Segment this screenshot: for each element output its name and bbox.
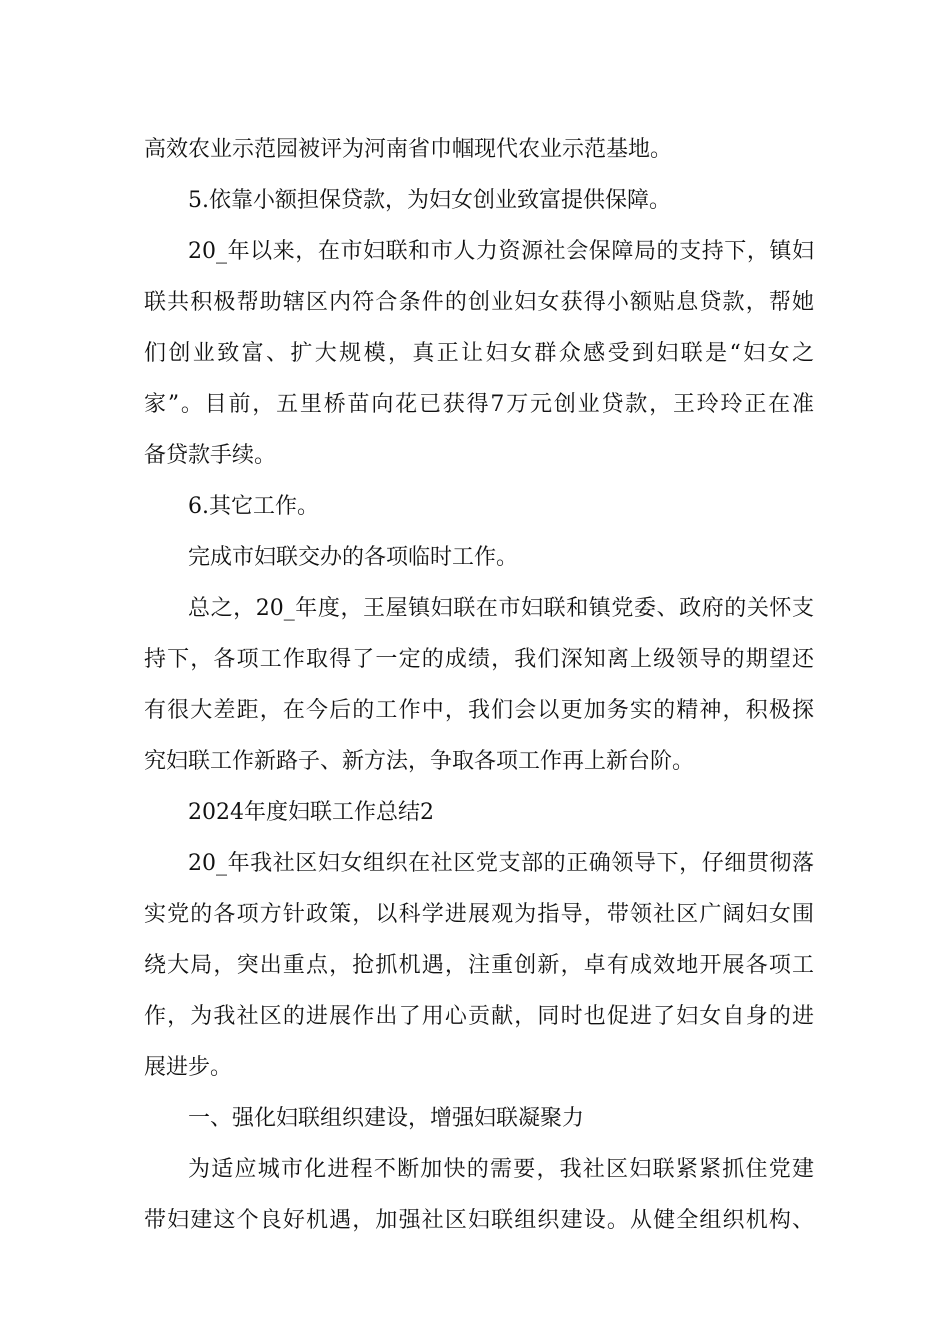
text-line: 绕大局，突出重点，抢抓机遇，注重创新，卓有成效地开展各项工 — [144, 953, 814, 978]
section-heading: 5.依靠小额担保贷款，为妇女创业致富提供保障。 — [188, 188, 671, 213]
text-line: 20_年我社区妇女组织在社区党支部的正确领导下，仔细贯彻落 — [188, 851, 814, 876]
section-heading: 一、强化妇联组织建设，增强妇联凝聚力 — [188, 1106, 585, 1131]
section-heading: 6.其它工作。 — [188, 494, 319, 519]
text-line: 究妇联工作新路子、新方法，争取各项工作再上新台阶。 — [144, 749, 695, 774]
text-line: 们创业致富、扩大规模，真正让妇女群众感受到妇联是“妇女之 — [144, 341, 814, 366]
text-line: 展进步。 — [144, 1055, 233, 1080]
text-line: 作，为我社区的进展作出了用心贡献，同时也促进了妇女自身的进 — [144, 1004, 814, 1029]
text-line: 完成市妇联交办的各项临时工作。 — [188, 545, 519, 570]
text-line: 总之，20_年度，王屋镇妇联在市妇联和镇党委、政府的关怀支 — [188, 596, 814, 621]
text-line: 实党的各项方针政策，以科学进展观为指导，带领社区广阔妇女围 — [144, 902, 814, 927]
text-line: 为适应城市化进程不断加快的需要，我社区妇联紧紧抓住党建 — [188, 1157, 814, 1182]
text-line: 备贷款手续。 — [144, 443, 277, 468]
text-line: 20_年以来，在市妇联和市人力资源社会保障局的支持下，镇妇 — [188, 239, 814, 264]
text-line: 带妇建这个良好机遇，加强社区妇联组织建设。从健全组织机构、 — [144, 1208, 814, 1233]
document-subtitle: 2024年度妇联工作总结2 — [188, 800, 434, 825]
text-line: 高效农业示范园被评为河南省巾帼现代农业示范基地。 — [144, 137, 673, 162]
text-line: 联共积极帮助辖区内符合条件的创业妇女获得小额贴息贷款，帮她 — [144, 290, 814, 315]
text-line: 家”。目前，五里桥苗向花已获得7万元创业贷款，王玲玲正在准 — [144, 392, 814, 417]
text-line: 持下，各项工作取得了一定的成绩，我们深知离上级领导的期望还 — [144, 647, 814, 672]
text-line: 有很大差距，在今后的工作中，我们会以更加务实的精神，积极探 — [144, 698, 814, 723]
